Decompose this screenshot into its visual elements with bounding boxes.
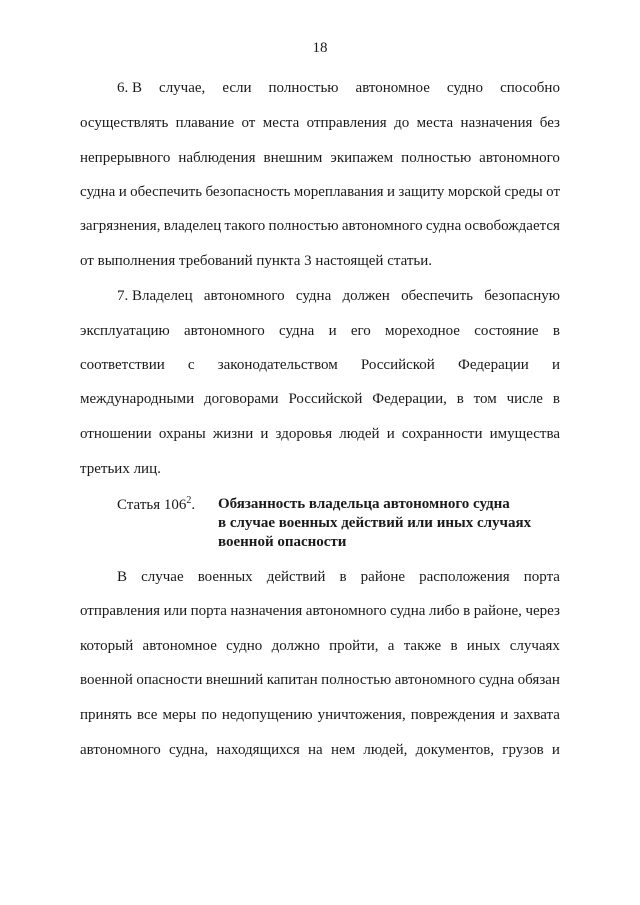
- word: недопущению: [221, 707, 313, 723]
- word: автономное: [355, 80, 430, 96]
- word: судна: [80, 184, 116, 200]
- word: судна: [279, 323, 315, 339]
- paragraph-line: [80, 601, 560, 621]
- word: отправления: [80, 603, 161, 619]
- word: грузов: [502, 742, 544, 758]
- word: нем: [330, 742, 356, 758]
- word: места: [262, 115, 300, 131]
- word: среды: [504, 184, 543, 200]
- word: захвата: [513, 707, 560, 723]
- word: мореходное: [385, 323, 460, 339]
- word: В: [117, 569, 128, 585]
- word: полностью: [401, 150, 472, 166]
- word: международными: [80, 391, 195, 407]
- word: способно: [500, 80, 560, 96]
- article-title-line: в случае военных действий или иных случаях: [218, 515, 532, 531]
- paragraph-line: [117, 567, 560, 587]
- paragraph-line: [80, 636, 560, 656]
- word: судна: [478, 672, 515, 688]
- word: числе: [506, 391, 543, 407]
- paragraph-line: [80, 389, 560, 409]
- word: жизни: [212, 426, 254, 442]
- word: охраны: [158, 426, 206, 442]
- paragraph-line: [117, 286, 560, 306]
- word: в: [456, 391, 464, 407]
- word: автономного: [394, 672, 476, 688]
- word: через: [525, 603, 560, 619]
- paragraph-line: [80, 424, 560, 444]
- word: загрязнения,: [80, 218, 161, 234]
- word: в: [450, 638, 458, 654]
- word: и: [551, 742, 560, 758]
- word: автономного: [80, 742, 161, 758]
- word: судно: [226, 638, 263, 654]
- word: от: [241, 115, 256, 131]
- word: людей: [339, 426, 380, 442]
- word: военных: [197, 569, 253, 585]
- word: который: [80, 638, 134, 654]
- word: от: [546, 184, 560, 200]
- word: обеспечить: [401, 288, 473, 304]
- word: имущества: [489, 426, 560, 442]
- article-title-line: Обязанность владельца автономного судна: [218, 496, 510, 512]
- word: до: [394, 115, 410, 131]
- word: судна: [425, 218, 462, 234]
- word: безопасную: [484, 288, 560, 304]
- word: освобождается: [464, 218, 560, 234]
- word: меры: [162, 707, 197, 723]
- article-number: [117, 495, 195, 515]
- word: в: [463, 603, 471, 619]
- word: людей,: [363, 742, 408, 758]
- word: порта: [190, 603, 227, 619]
- page-number: 18: [312, 40, 328, 56]
- word: договорами: [204, 391, 279, 407]
- paragraph-line: третьих лиц.: [80, 461, 161, 477]
- word: с: [187, 357, 195, 373]
- word: капитан: [266, 672, 318, 688]
- word: эксплуатацию: [80, 323, 170, 339]
- word: полностью: [268, 80, 339, 96]
- word: защиту: [398, 184, 445, 200]
- word: случае: [141, 569, 184, 585]
- word: судна,: [169, 742, 209, 758]
- word: назначения: [230, 603, 303, 619]
- word: Федерации,: [372, 391, 447, 407]
- word: морской: [447, 184, 502, 200]
- word: и: [328, 323, 337, 339]
- word: находящихся: [216, 742, 300, 758]
- word: полностью: [268, 218, 339, 234]
- word: и: [386, 426, 395, 442]
- word: автономное: [142, 638, 217, 654]
- word: в: [552, 323, 560, 339]
- word: пройти,: [329, 638, 379, 654]
- word: судна: [295, 288, 332, 304]
- word: судно: [446, 80, 484, 96]
- paragraph-line: [80, 355, 560, 375]
- word: обязан: [517, 672, 560, 688]
- word: а: [387, 638, 395, 654]
- word: здоровья: [275, 426, 333, 442]
- word: и: [551, 357, 560, 373]
- word: должен: [342, 288, 390, 304]
- word: расположения: [419, 569, 510, 585]
- word: либо: [428, 603, 460, 619]
- word: отправления: [306, 115, 387, 131]
- article-label-text: Статья 106: [117, 497, 187, 513]
- word: автономного: [479, 150, 560, 166]
- word: районе,: [473, 603, 522, 619]
- word: том: [473, 391, 497, 407]
- word: законодательством: [217, 357, 338, 373]
- word: принять: [80, 707, 132, 723]
- word: экипажем: [330, 150, 394, 166]
- article-title: [218, 495, 531, 552]
- word: военной: [80, 672, 133, 688]
- paragraph-line: [117, 78, 560, 98]
- word: внешний: [205, 672, 264, 688]
- word: и: [500, 707, 509, 723]
- word: Российской: [288, 391, 363, 407]
- paragraph-line: [80, 321, 560, 341]
- word: места: [416, 115, 454, 131]
- paragraph-line: [80, 182, 560, 202]
- paragraph-line: [80, 216, 560, 236]
- word: владелец: [163, 218, 222, 234]
- word: также: [403, 638, 442, 654]
- word: уничтожения,: [317, 707, 406, 723]
- word: и: [386, 184, 396, 200]
- word: районе: [360, 569, 406, 585]
- word: в: [339, 569, 347, 585]
- word: все: [136, 707, 158, 723]
- paragraph-line: от выполнения требований пункта 3 настоящей статьи.: [80, 253, 433, 269]
- word: и: [118, 184, 127, 200]
- word: наблюдения: [178, 150, 256, 166]
- word: автономного: [203, 288, 285, 304]
- word: или: [163, 603, 188, 619]
- word: иных: [466, 638, 501, 654]
- paragraph-line: [80, 705, 560, 725]
- word: 6. В: [117, 80, 143, 96]
- word: без: [539, 115, 560, 131]
- word: судна: [390, 603, 426, 619]
- word: в: [552, 391, 560, 407]
- word: обеспечить: [130, 184, 203, 200]
- paragraph-line: [80, 740, 560, 760]
- word: автономного: [184, 323, 265, 339]
- word: осуществлять: [80, 115, 169, 131]
- word: случае,: [159, 80, 206, 96]
- word: непрерывного: [80, 150, 171, 166]
- word: сохранности: [401, 426, 483, 442]
- word: его: [350, 323, 371, 339]
- word: безопасность: [205, 184, 291, 200]
- word: мореплавания: [293, 184, 384, 200]
- article-label-suffix: .: [191, 497, 196, 513]
- word: полностью: [321, 672, 392, 688]
- word: и: [260, 426, 269, 442]
- word: действий: [266, 569, 326, 585]
- paragraph-line: [80, 670, 560, 690]
- word: должно: [271, 638, 320, 654]
- word: случаях: [509, 638, 560, 654]
- word: назначения: [460, 115, 533, 131]
- word: автономного: [305, 603, 387, 619]
- word: такого: [224, 218, 266, 234]
- word: порта: [523, 569, 560, 585]
- word: если: [222, 80, 252, 96]
- word: состояние: [474, 323, 539, 339]
- word: Федерации: [457, 357, 529, 373]
- word: 7. Владелец: [117, 288, 193, 304]
- paragraph-line: [80, 148, 560, 168]
- word: повреждения: [410, 707, 496, 723]
- word: документов,: [415, 742, 495, 758]
- word: внешним: [263, 150, 323, 166]
- paragraph-line: [80, 113, 560, 133]
- word: по: [201, 707, 217, 723]
- article-label-superscript: 2: [186, 495, 192, 506]
- word: отношении: [80, 426, 152, 442]
- word: соответствии: [80, 357, 165, 373]
- word: опасности: [136, 672, 203, 688]
- article-title-line: военной опасности: [218, 534, 347, 550]
- word: на: [308, 742, 323, 758]
- word: Российской: [360, 357, 435, 373]
- word: автономного: [341, 218, 423, 234]
- word: плавание: [175, 115, 235, 131]
